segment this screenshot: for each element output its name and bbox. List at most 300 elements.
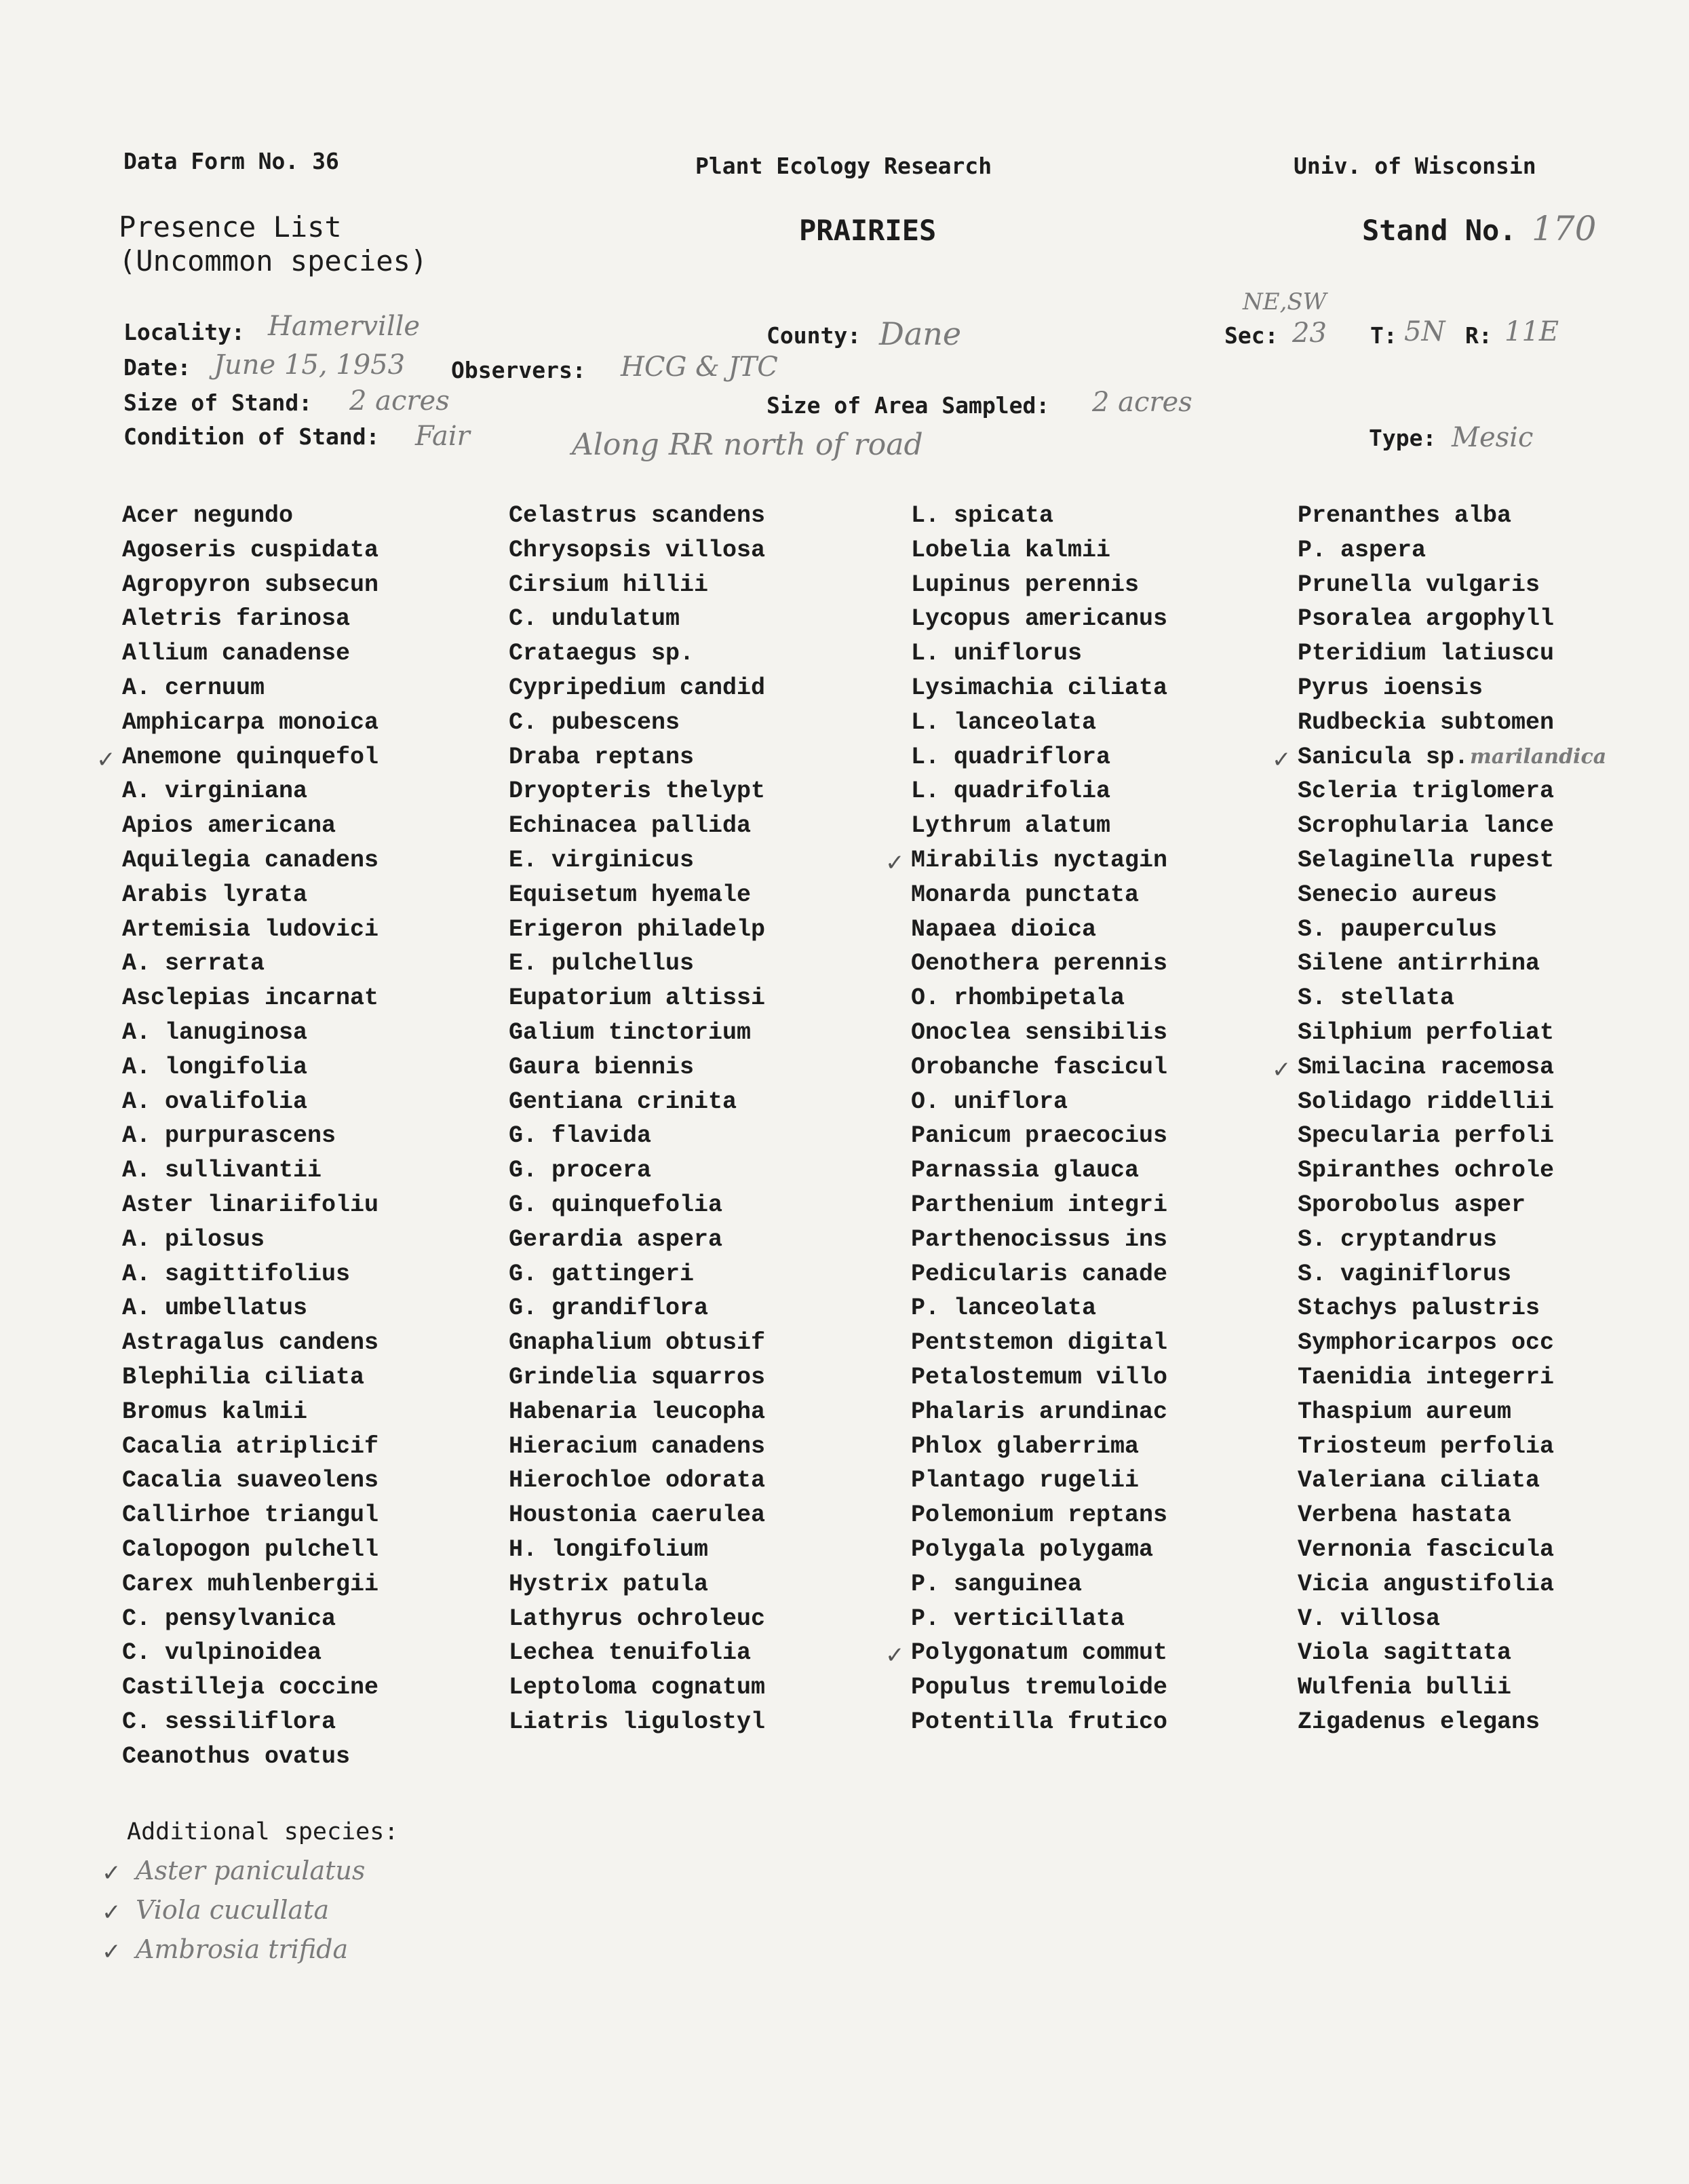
species-name: Oenothera perennis — [911, 950, 1168, 978]
species-name: Spiranthes ochrole — [1298, 1157, 1555, 1185]
species-item — [509, 1257, 765, 1292]
species-item — [911, 1257, 1167, 1292]
species-item — [96, 740, 379, 775]
species-item — [509, 1602, 765, 1636]
species-name: Polemonium reptans — [911, 1501, 1168, 1529]
species-name: C. vulpinoidea — [122, 1639, 322, 1667]
species-item — [1298, 1705, 1606, 1740]
size-of-stand-label: Size of Stand: — [123, 389, 313, 416]
species-name: Agropyron subsecun — [122, 571, 379, 598]
date-label: Date: — [123, 354, 191, 381]
species-column-1 — [96, 499, 379, 1774]
species-name: Asclepias incarnat — [122, 984, 379, 1012]
species-name: A. umbellatus — [122, 1295, 308, 1322]
species-item — [122, 1705, 378, 1740]
species-item — [1272, 740, 1607, 775]
species-name: Monarda punctata — [911, 881, 1140, 908]
species-item — [122, 774, 378, 809]
species-name: Lupinus perennis — [911, 571, 1140, 598]
species-item — [509, 1705, 765, 1740]
species-item — [122, 1188, 378, 1223]
observers-value: HCG & JTC — [621, 351, 778, 383]
species-item — [122, 1498, 378, 1533]
species-name: Selaginella rupest — [1298, 846, 1555, 874]
condition-value: Fair — [415, 421, 470, 452]
county-label: County: — [766, 322, 861, 349]
species-name: O. uniflora — [911, 1088, 1068, 1115]
species-item — [911, 878, 1167, 913]
species-name: Carex muhlenbergii — [122, 1570, 379, 1598]
species-item — [1298, 1533, 1606, 1567]
species-name: A. sagittifolius — [122, 1260, 351, 1288]
species-name: Vicia angustifolia — [1298, 1570, 1555, 1598]
species-item — [122, 843, 378, 878]
species-item — [509, 1360, 765, 1395]
sec-value: 23 — [1292, 318, 1327, 349]
species-item — [1298, 1463, 1606, 1498]
species-name: Bromus kalmii — [122, 1398, 308, 1425]
species-item — [122, 1533, 378, 1567]
species-item — [911, 913, 1167, 947]
species-item — [911, 671, 1167, 706]
locality-value: Hamerville — [268, 311, 421, 342]
species-item — [911, 1188, 1167, 1223]
species-name: Gentiana crinita — [509, 1088, 737, 1115]
species-name: Draba reptans — [509, 743, 695, 771]
county-value: Dane — [879, 315, 962, 352]
species-name: Lycopus americanus — [911, 605, 1168, 633]
species-name: Grindelia squarros — [509, 1363, 766, 1391]
species-item — [911, 602, 1167, 636]
r-label: R: — [1465, 322, 1492, 349]
species-name: L. spicata — [911, 502, 1054, 529]
species-item — [911, 1533, 1167, 1567]
species-item — [1298, 1430, 1606, 1464]
species-name: Lythrum alatum — [911, 812, 1111, 840]
species-item — [911, 1395, 1167, 1430]
species-note: marilandica — [1470, 744, 1607, 769]
species-name: A. longifolia — [122, 1053, 308, 1081]
species-name: Mirabilis nyctagin — [911, 846, 1168, 874]
species-name: C. pubescens — [509, 708, 680, 736]
species-name: Leptoloma cognatum — [509, 1674, 766, 1702]
species-item — [122, 1257, 378, 1292]
species-item — [509, 1670, 765, 1705]
species-item — [911, 1567, 1167, 1602]
species-name: Scleria triglomera — [1298, 778, 1555, 805]
species-name: A. ovalifolia — [122, 1088, 308, 1115]
species-item — [911, 1360, 1167, 1395]
species-name: Parnassia glauca — [911, 1157, 1140, 1185]
additional-species-item: ✓ Viola cucullata — [102, 1895, 330, 1926]
check-mark-icon: ✓ — [102, 1938, 121, 1966]
species-item — [1298, 1360, 1606, 1395]
species-name: Astragalus candens — [122, 1329, 379, 1357]
species-name: Celastrus scandens — [509, 502, 766, 529]
species-name: Phlox glaberrima — [911, 1432, 1140, 1460]
species-item — [509, 809, 765, 843]
species-column-4 — [1272, 499, 1607, 1740]
species-item — [509, 981, 765, 1016]
additional-species-item: ✓ Aster paniculatus — [102, 1856, 366, 1887]
species-item — [1298, 878, 1606, 913]
species-name: Pedicularis canade — [911, 1260, 1168, 1288]
list-title: Presence List — [119, 210, 342, 244]
species-name: Hieracium canadens — [509, 1432, 766, 1460]
species-item — [509, 568, 765, 602]
species-name: Specularia perfoli — [1298, 1122, 1555, 1150]
species-name: Polygonatum commut — [911, 1639, 1168, 1667]
species-name: L. uniflorus — [911, 640, 1083, 668]
species-name: Triosteum perfolia — [1298, 1432, 1555, 1460]
species-item — [1298, 774, 1606, 809]
species-item — [1298, 981, 1606, 1016]
sec-label: Sec: — [1224, 322, 1279, 349]
species-name: A. purpurascens — [122, 1122, 336, 1150]
species-name: Arabis lyrata — [122, 881, 308, 908]
species-name: Amphicarpa monoica — [122, 708, 379, 736]
species-name: Silene antirrhina — [1298, 950, 1540, 978]
species-item — [509, 1119, 765, 1153]
species-name: Acer negundo — [122, 502, 294, 529]
species-name: Valeriana ciliata — [1298, 1467, 1540, 1495]
species-item — [1298, 1498, 1606, 1533]
species-item — [911, 981, 1167, 1016]
species-item — [1298, 1326, 1606, 1360]
species-name: Prenanthes alba — [1298, 502, 1512, 529]
species-column-2 — [509, 499, 765, 1740]
species-item — [122, 1291, 378, 1326]
species-item — [1298, 1602, 1606, 1636]
species-item — [122, 1602, 378, 1636]
species-item — [122, 1326, 378, 1360]
species-item — [122, 1430, 378, 1464]
species-item — [911, 533, 1167, 568]
species-item — [1298, 499, 1606, 533]
t-label: T: — [1370, 322, 1397, 349]
species-item — [911, 1498, 1167, 1533]
species-name: Polygala polygama — [911, 1535, 1154, 1563]
species-name: Viola sagittata — [1298, 1639, 1512, 1667]
species-item — [122, 568, 378, 602]
species-name: G. flavida — [509, 1122, 652, 1150]
form-number: Data Form No. 36 — [123, 148, 339, 174]
species-name: Equisetum hyemale — [509, 881, 752, 908]
species-name: Potentilla frutico — [911, 1708, 1168, 1736]
species-item — [509, 636, 765, 671]
species-item — [122, 1119, 378, 1153]
species-item — [1298, 1567, 1606, 1602]
species-item — [509, 1636, 765, 1670]
species-item — [122, 981, 378, 1016]
species-item — [509, 602, 765, 636]
species-name: Zigadenus elegans — [1298, 1708, 1540, 1736]
species-item — [122, 499, 378, 533]
species-item — [1298, 1085, 1606, 1119]
species-name: A. virginiana — [122, 778, 308, 805]
species-item — [509, 878, 765, 913]
species-name: Taenidia integerri — [1298, 1363, 1555, 1391]
stand-label: Stand No. — [1362, 214, 1517, 247]
species-name: H. longifolium — [509, 1535, 709, 1563]
species-item — [122, 809, 378, 843]
species-name: C. sessiliflora — [122, 1708, 336, 1736]
species-item — [911, 1291, 1167, 1326]
species-name: V. villosa — [1298, 1605, 1441, 1632]
species-item — [911, 1705, 1167, 1740]
species-item — [911, 1085, 1167, 1119]
species-name: Ceanothus ovatus — [122, 1742, 351, 1770]
species-item — [1298, 1670, 1606, 1705]
species-name: P. verticillata — [911, 1605, 1125, 1632]
species-name: Crataegus sp. — [509, 640, 695, 668]
species-item — [509, 1050, 765, 1085]
species-item — [509, 1291, 765, 1326]
species-name: Gerardia aspera — [509, 1225, 723, 1253]
species-item — [122, 913, 378, 947]
species-item — [122, 1153, 378, 1188]
species-name: Erigeron philadelp — [509, 915, 766, 943]
species-name: Hierochloe odorata — [509, 1467, 766, 1495]
species-name: G. procera — [509, 1157, 652, 1185]
species-name: Scrophularia lance — [1298, 812, 1555, 840]
species-name: L. quadrifolia — [911, 778, 1111, 805]
species-item — [1298, 533, 1606, 568]
species-item — [1298, 706, 1606, 740]
condition-label: Condition of Stand: — [123, 423, 380, 450]
species-item — [509, 1430, 765, 1464]
species-item — [1298, 1395, 1606, 1430]
species-item — [122, 1016, 378, 1050]
species-name: Smilacina racemosa — [1298, 1053, 1555, 1081]
species-item — [1298, 1636, 1606, 1670]
species-item — [1298, 1257, 1606, 1292]
species-item — [509, 533, 765, 568]
species-item — [1272, 1050, 1606, 1085]
species-item — [122, 706, 378, 740]
species-item — [885, 1636, 1168, 1670]
species-item — [122, 1567, 378, 1602]
species-item — [509, 1153, 765, 1188]
species-column-3 — [885, 499, 1168, 1740]
species-item — [911, 1670, 1167, 1705]
species-name: Symphoricarpos occ — [1298, 1329, 1555, 1357]
species-name: Aquilegia canadens — [122, 846, 379, 874]
species-name: Sporobolus asper — [1298, 1191, 1526, 1219]
species-name: Dryopteris thelypt — [509, 778, 766, 805]
species-item — [509, 1326, 765, 1360]
species-name: A. cernuum — [122, 674, 265, 702]
organization: Plant Ecology Research — [695, 153, 992, 179]
species-name: Castilleja coccine — [122, 1674, 379, 1702]
species-name: Wulfenia bullii — [1298, 1674, 1512, 1702]
species-item — [911, 1223, 1167, 1257]
species-name: G. grandiflora — [509, 1295, 709, 1322]
species-item — [122, 1670, 378, 1705]
species-name: Lysimachia ciliata — [911, 674, 1168, 702]
species-item — [122, 1360, 378, 1395]
species-item — [509, 1395, 765, 1430]
species-name: Populus tremuloide — [911, 1674, 1168, 1702]
species-item — [911, 774, 1167, 809]
species-item — [509, 774, 765, 809]
species-item — [1298, 1223, 1606, 1257]
species-item — [509, 1567, 765, 1602]
species-name: S. cryptandrus — [1298, 1225, 1498, 1253]
species-name: Blephilia ciliata — [122, 1363, 365, 1391]
check-mark-icon: ✓ — [885, 1642, 905, 1670]
species-name: S. vaginiflorus — [1298, 1260, 1512, 1288]
species-item — [122, 1463, 378, 1498]
species-name: E. virginicus — [509, 846, 695, 874]
species-item — [911, 740, 1167, 775]
species-name: Vernonia fascicula — [1298, 1535, 1555, 1563]
species-name: A. lanuginosa — [122, 1018, 308, 1046]
species-name: A. serrata — [122, 950, 265, 978]
species-item — [1298, 1188, 1606, 1223]
species-name: Cacalia atriplicif — [122, 1432, 379, 1460]
species-name: Verbena hastata — [1298, 1501, 1512, 1529]
species-item — [1298, 1153, 1606, 1188]
t-value: 5N — [1404, 316, 1445, 347]
check-mark-icon: ✓ — [1272, 1056, 1292, 1084]
locality-label: Locality: — [123, 319, 245, 345]
species-name: Artemisia ludovici — [122, 915, 379, 943]
species-item — [1298, 809, 1606, 843]
species-name: Gaura biennis — [509, 1053, 695, 1081]
species-item — [911, 1153, 1167, 1188]
species-name: Hystrix patula — [509, 1570, 709, 1598]
species-item — [509, 499, 765, 533]
species-name: Agoseris cuspidata — [122, 536, 379, 564]
species-item — [911, 1602, 1167, 1636]
species-item — [911, 706, 1167, 740]
species-item — [509, 1223, 765, 1257]
species-name: P. sanguinea — [911, 1570, 1083, 1598]
type-value: Mesic — [1452, 422, 1534, 453]
species-name: Solidago riddellii — [1298, 1088, 1555, 1115]
species-item — [509, 946, 765, 981]
species-name: Allium canadense — [122, 640, 351, 668]
species-item — [509, 913, 765, 947]
area-sampled-label: Size of Area Sampled: — [766, 392, 1050, 419]
species-name: Pteridium latiuscu — [1298, 640, 1555, 668]
condition-note: Along RR north of road — [572, 427, 923, 462]
check-mark-icon: ✓ — [885, 849, 905, 877]
r-value: 11E — [1504, 316, 1559, 347]
area-sampled-value: 2 acres — [1092, 387, 1192, 418]
species-name: Parthenocissus ins — [911, 1225, 1168, 1253]
species-name: C. pensylvanica — [122, 1605, 336, 1632]
species-item — [509, 1085, 765, 1119]
species-name: Cirsium hillii — [509, 571, 709, 598]
species-name: Plantago rugelii — [911, 1467, 1140, 1495]
species-name: O. rhombipetala — [911, 984, 1125, 1012]
species-item — [122, 1223, 378, 1257]
species-name: Pentstemon digital — [911, 1329, 1168, 1357]
species-name: P. aspera — [1298, 536, 1426, 564]
species-name: Prunella vulgaris — [1298, 571, 1540, 598]
species-name: Napaea dioica — [911, 915, 1097, 943]
species-name: Onoclea sensibilis — [911, 1018, 1168, 1046]
species-item — [509, 671, 765, 706]
species-item — [122, 1395, 378, 1430]
species-item — [911, 1326, 1167, 1360]
sec-note: NE,SW — [1243, 288, 1327, 315]
species-item — [911, 499, 1167, 533]
species-item — [1298, 568, 1606, 602]
additional-species-label: Additional species: — [127, 1818, 399, 1845]
species-name: Senecio aureus — [1298, 881, 1498, 908]
species-name: Aletris farinosa — [122, 605, 351, 633]
stand-value: 170 — [1532, 209, 1597, 248]
species-name: P. lanceolata — [911, 1295, 1097, 1322]
species-item — [885, 843, 1168, 878]
species-item — [122, 602, 378, 636]
size-of-stand-value: 2 acres — [349, 385, 450, 417]
species-name: G. gattingeri — [509, 1260, 695, 1288]
species-item — [509, 1188, 765, 1223]
species-name: Silphium perfoliat — [1298, 1018, 1555, 1046]
species-name: Lobelia kalmii — [911, 536, 1111, 564]
species-name: Eupatorium altissi — [509, 984, 766, 1012]
species-name: Phalaris arundinac — [911, 1398, 1168, 1425]
species-item — [122, 533, 378, 568]
species-item — [122, 1085, 378, 1119]
species-name: Gnaphalium obtusif — [509, 1329, 766, 1357]
species-item — [911, 1050, 1167, 1085]
species-item — [1298, 1119, 1606, 1153]
species-item — [911, 1463, 1167, 1498]
check-mark-icon: ✓ — [1272, 746, 1292, 773]
species-name: L. quadriflora — [911, 743, 1111, 771]
species-name: A. sullivantii — [122, 1157, 322, 1185]
species-name: Calopogon pulchell — [122, 1535, 379, 1563]
species-name: Sanicula sp. — [1298, 743, 1469, 771]
species-item — [1298, 636, 1606, 671]
species-item — [509, 740, 765, 775]
species-item — [1298, 843, 1606, 878]
species-name: Chrysopsis villosa — [509, 536, 766, 564]
species-name: L. lanceolata — [911, 708, 1097, 736]
species-item — [122, 1636, 378, 1670]
species-name: Pyrus ioensis — [1298, 674, 1483, 702]
check-mark-icon: ✓ — [102, 1899, 121, 1926]
species-name: G. quinquefolia — [509, 1191, 723, 1219]
species-item — [911, 1430, 1167, 1464]
observers-label: Observers: — [451, 357, 586, 383]
additional-species-item: ✓ Ambrosia trifida — [102, 1934, 349, 1966]
species-item — [1298, 913, 1606, 947]
species-name: Cypripedium candid — [509, 674, 766, 702]
species-name: Parthenium integri — [911, 1191, 1168, 1219]
species-name: Cacalia suaveolens — [122, 1467, 379, 1495]
date-value: June 15, 1953 — [214, 349, 406, 381]
species-item — [1298, 1016, 1606, 1050]
species-item — [509, 1463, 765, 1498]
species-item — [122, 878, 378, 913]
species-item — [1298, 671, 1606, 706]
species-name: Panicum praecocius — [911, 1122, 1168, 1150]
species-name: Orobanche fascicul — [911, 1053, 1168, 1081]
species-name: S. stellata — [1298, 984, 1455, 1012]
species-name: Rudbeckia subtomen — [1298, 708, 1555, 736]
type-label: Type: — [1369, 425, 1437, 451]
species-name: Psoralea argophyll — [1298, 605, 1555, 633]
species-name: Aster linariifoliu — [122, 1191, 379, 1219]
species-name: Apios americana — [122, 812, 336, 840]
species-item — [509, 1533, 765, 1567]
